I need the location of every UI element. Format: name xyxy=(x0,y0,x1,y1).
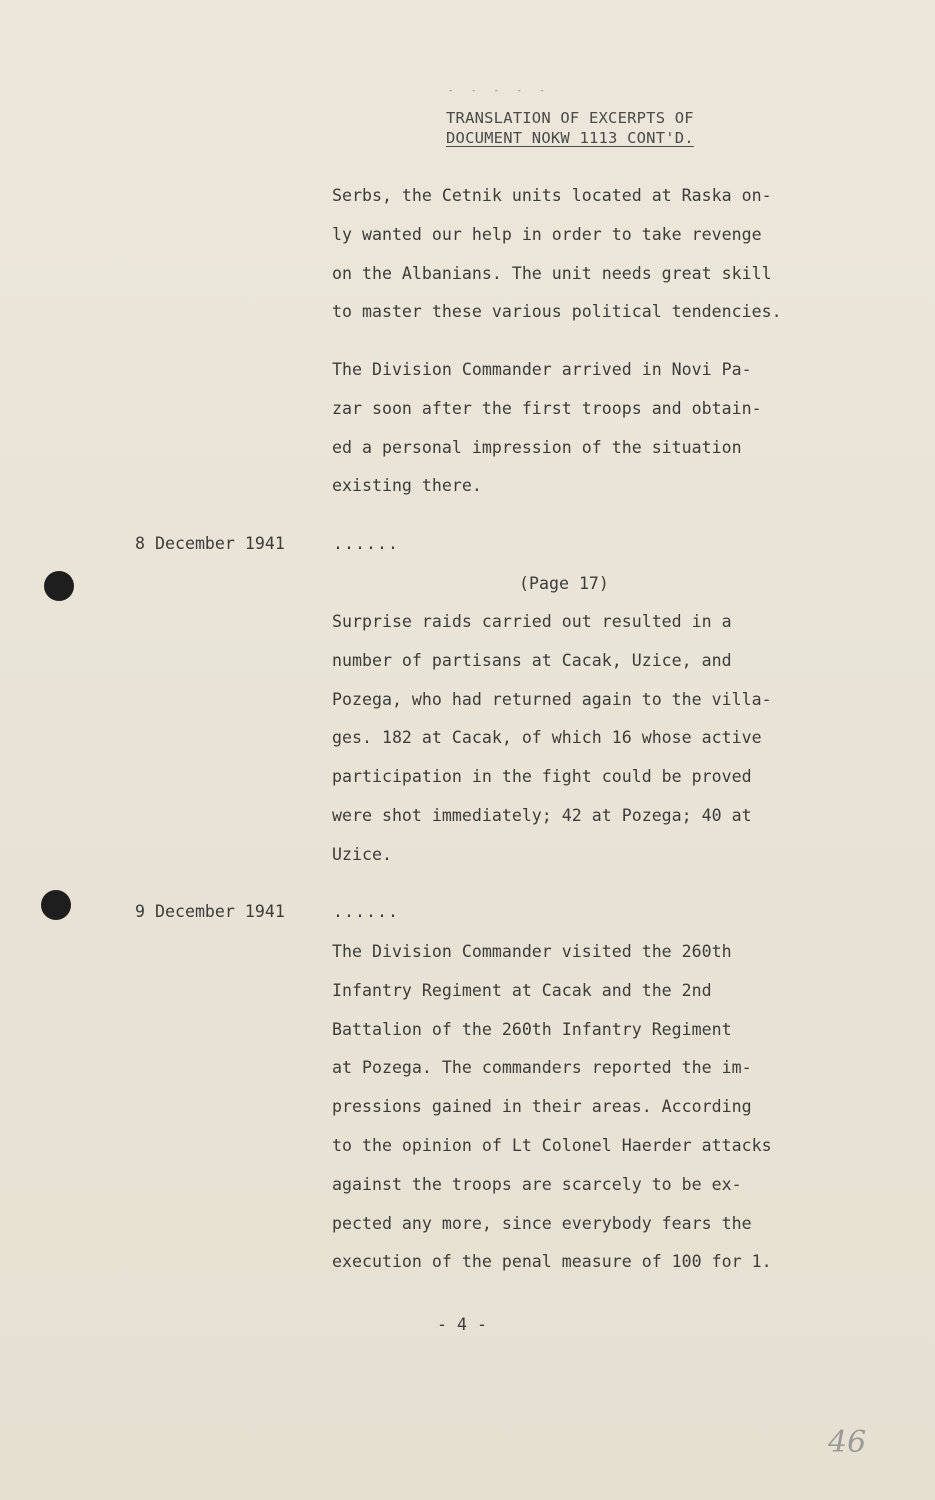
text-line: ed a personal impression of the situation xyxy=(332,437,742,457)
ellipsis-8-december: ...... xyxy=(333,534,399,553)
text-line: Uzice. xyxy=(332,844,392,864)
paragraph-division-commander xyxy=(332,351,762,506)
text-line: existing there. xyxy=(332,476,482,496)
text-line: against the troops are scarcely to be ex- xyxy=(332,1174,742,1194)
date-8-december: 8 December 1941 xyxy=(135,534,285,553)
paragraph-division-visit xyxy=(332,933,772,1282)
text-line: pected any more, since everybody fears the xyxy=(332,1213,752,1233)
page-reference: (Page 17) xyxy=(519,574,609,593)
text-line: Pozega, who had returned again to the villa- xyxy=(332,689,772,709)
paragraph-serbs xyxy=(332,177,782,332)
text-line: The Division Commander arrived in Novi Pa- xyxy=(332,360,752,379)
text-line: The Division Commander visited the 260th xyxy=(332,942,732,961)
text-line: to the opinion of Lt Colonel Haerder attacks xyxy=(332,1135,772,1155)
text-line: ges. 182 at Cacak, of which 16 whose active xyxy=(332,728,762,748)
text-line: Surprise raids carried out resulted in a xyxy=(332,612,732,631)
ellipsis-9-december: ...... xyxy=(333,902,399,921)
text-line: on the Albanians. The unit needs great skill xyxy=(332,263,772,283)
heading-line-1: TRANSLATION OF EXCERPTS OF xyxy=(446,109,694,127)
text-line: Battalion of the 260th Infantry Regiment xyxy=(332,1019,732,1039)
text-line: to master these various political tendencies. xyxy=(332,302,782,322)
punch-hole-top xyxy=(44,571,74,601)
text-line: participation in the fight could be proved xyxy=(332,767,752,787)
heading-line-2: DOCUMENT NOKW 1113 CONT'D. xyxy=(446,129,694,147)
text-line: were shot immediately; 42 at Pozega; 40 at xyxy=(332,805,752,825)
text-line: at Pozega. The commanders reported the im- xyxy=(332,1058,752,1078)
text-line: Serbs, the Cetnik units located at Raska on- xyxy=(332,186,772,205)
text-line: ly wanted our help in order to take revenge xyxy=(332,224,762,244)
paragraph-surprise-raids xyxy=(332,603,772,875)
text-line: Infantry Regiment at Cacak and the 2nd xyxy=(332,980,712,1000)
document-heading xyxy=(446,108,694,148)
punch-hole-bottom xyxy=(41,890,71,920)
page-number: - 4 - xyxy=(437,1315,487,1334)
text-line: number of partisans at Cacak, Uzice, and xyxy=(332,650,732,670)
text-line: pressions gained in their areas. According xyxy=(332,1097,752,1117)
text-line: zar soon after the first troops and obtain- xyxy=(332,398,762,418)
handwritten-folio-number: 46 xyxy=(828,1425,867,1460)
text-line: execution of the penal measure of 100 for 1. xyxy=(332,1252,772,1272)
typed-marks: - - - - - xyxy=(448,86,551,96)
date-9-december: 9 December 1941 xyxy=(135,902,285,921)
